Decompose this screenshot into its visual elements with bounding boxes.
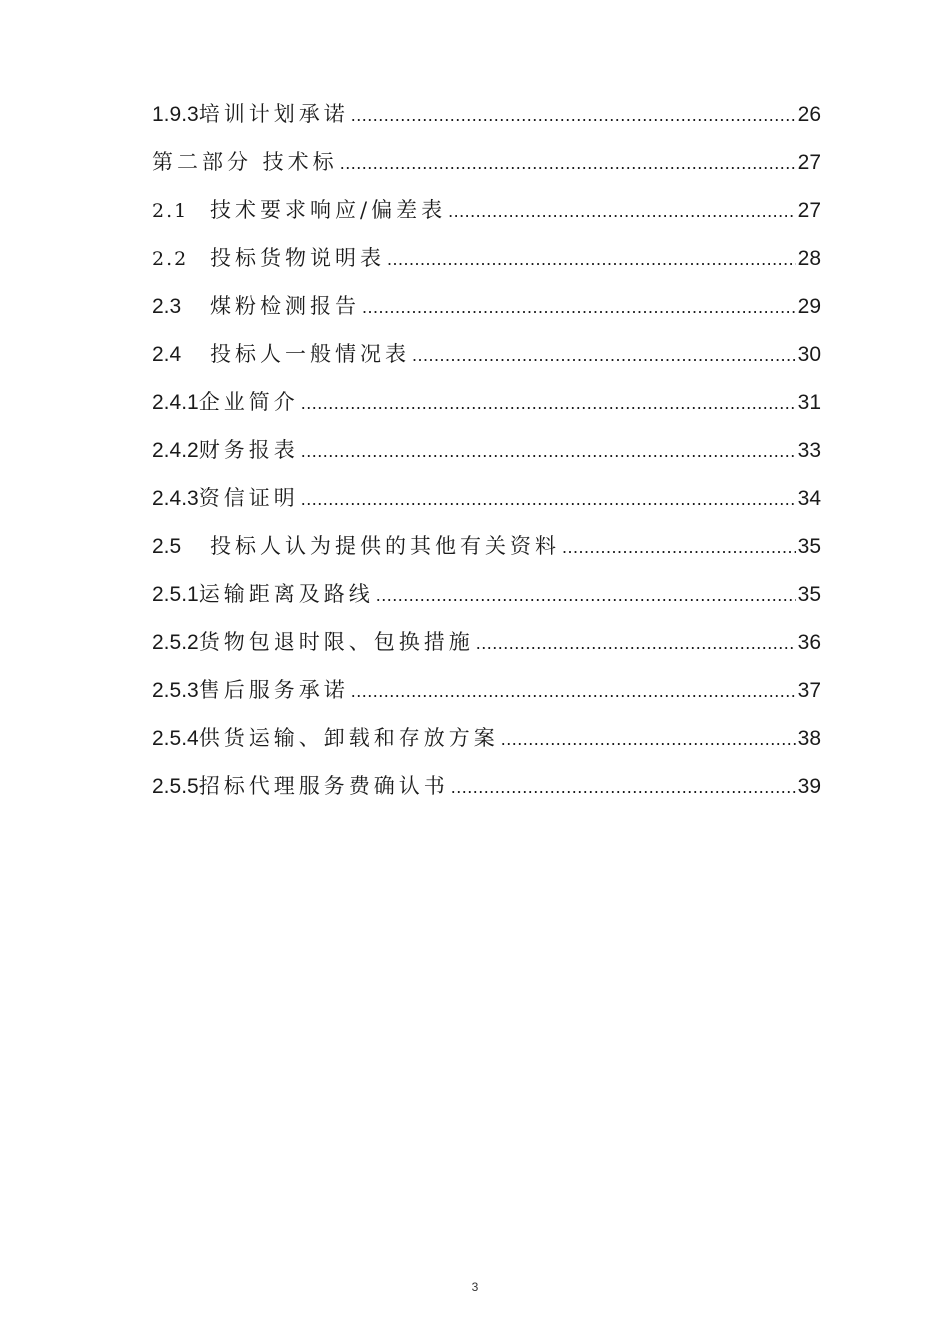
toc-entry-page: 36 <box>797 631 821 654</box>
toc-dot-leader <box>412 331 796 379</box>
toc-entry[interactable] <box>152 90 821 138</box>
toc-entry-title: 货物包退时限、包换措施 <box>198 630 474 654</box>
toc-entry-number: 1.9.3 <box>152 103 199 126</box>
toc-entry-page: 35 <box>797 535 821 558</box>
toc-entry-page: 29 <box>797 295 821 318</box>
toc-entry-number: 2.5 <box>152 535 182 558</box>
toc-entry-title: 资信证明 <box>198 486 299 510</box>
toc-dot-leader <box>376 571 796 619</box>
toc-entry-page: 37 <box>797 679 821 702</box>
toc-dot-leader <box>340 139 796 187</box>
toc-dot-leader <box>501 715 796 763</box>
toc-entry[interactable] <box>152 330 821 378</box>
toc-entry-title: 售后服务承诺 <box>198 678 349 702</box>
toc-entry-title: 投标人认为提供的其他有关资料 <box>210 534 560 558</box>
toc-entry-title: 煤粉检测报告 <box>210 294 360 318</box>
toc-entry[interactable] <box>152 426 821 474</box>
toc-dot-leader <box>448 187 796 235</box>
toc-entry-title: 财务报表 <box>198 438 299 462</box>
toc-entry-page: 39 <box>797 775 821 798</box>
toc-entry-page: 38 <box>797 727 821 750</box>
toc-entry-number: 2.5.2 <box>152 631 199 654</box>
toc-entry-page: 35 <box>797 583 821 606</box>
toc-entry-number: 2.5.4 <box>152 727 199 750</box>
toc-entry-title: 运输距离及路线 <box>198 582 374 606</box>
toc-entry-title: 供货运输、卸载和存放方案 <box>198 726 499 750</box>
toc-entry-page: 28 <box>797 247 821 270</box>
toc-dot-leader <box>362 283 796 331</box>
toc-entry-number: 2.1 <box>152 200 189 222</box>
toc-entry[interactable] <box>152 762 821 810</box>
toc-entry-number: 2.4.1 <box>152 391 199 414</box>
toc-entry[interactable] <box>152 378 821 426</box>
toc-entry[interactable] <box>152 282 821 330</box>
toc-entry-number: 2.2 <box>152 248 189 270</box>
toc-entry-number: 2.5.1 <box>152 583 199 606</box>
toc-dot-leader <box>351 667 796 715</box>
toc-dot-leader <box>562 523 796 571</box>
toc-entry-page: 34 <box>797 487 821 510</box>
toc-dot-leader <box>301 427 796 475</box>
toc-entry-title: 企业简介 <box>198 390 299 414</box>
toc-entry[interactable] <box>152 618 821 666</box>
toc-dot-leader <box>351 91 796 139</box>
toc-dot-leader <box>301 379 796 427</box>
toc-entry-page: 30 <box>797 343 821 366</box>
toc-dot-leader <box>451 763 796 811</box>
toc-entry-number: 2.4.3 <box>152 487 199 510</box>
toc-entry-title: 投标货物说明表 <box>210 246 385 270</box>
toc-entry-title: 技术要求响应/偏差表 <box>210 198 447 222</box>
toc-entry-number: 2.5.5 <box>152 775 199 798</box>
toc-dot-leader <box>476 619 796 667</box>
toc-entry-page: 26 <box>797 103 821 126</box>
toc-entry[interactable] <box>152 138 821 186</box>
toc-entry-title: 投标人一般情况表 <box>210 342 410 366</box>
toc-dot-leader <box>387 235 796 283</box>
toc-entry-title: 第二部分 技术标 <box>152 150 338 174</box>
toc-entry-page: 27 <box>797 151 821 174</box>
toc-entry[interactable] <box>152 666 821 714</box>
toc-entry[interactable] <box>152 522 821 570</box>
toc-entry-page: 33 <box>797 439 821 462</box>
toc-entry[interactable] <box>152 234 821 282</box>
table-of-contents <box>152 90 821 810</box>
toc-entry[interactable] <box>152 186 821 234</box>
page-number: 3 <box>471 1280 479 1294</box>
toc-entry-title: 培训计划承诺 <box>198 102 349 126</box>
toc-entry[interactable] <box>152 474 821 522</box>
toc-entry-number: 2.4 <box>152 343 182 366</box>
toc-entry-number: 2.4.2 <box>152 439 199 462</box>
toc-entry[interactable] <box>152 570 821 618</box>
toc-entry-page: 27 <box>797 199 821 222</box>
toc-entry-number: 2.5.3 <box>152 679 199 702</box>
toc-entry[interactable] <box>152 714 821 762</box>
toc-entry-number: 2.3 <box>152 295 182 318</box>
toc-entry-title: 招标代理服务费确认书 <box>198 774 449 798</box>
toc-dot-leader <box>301 475 796 523</box>
toc-entry-page: 31 <box>797 391 821 414</box>
